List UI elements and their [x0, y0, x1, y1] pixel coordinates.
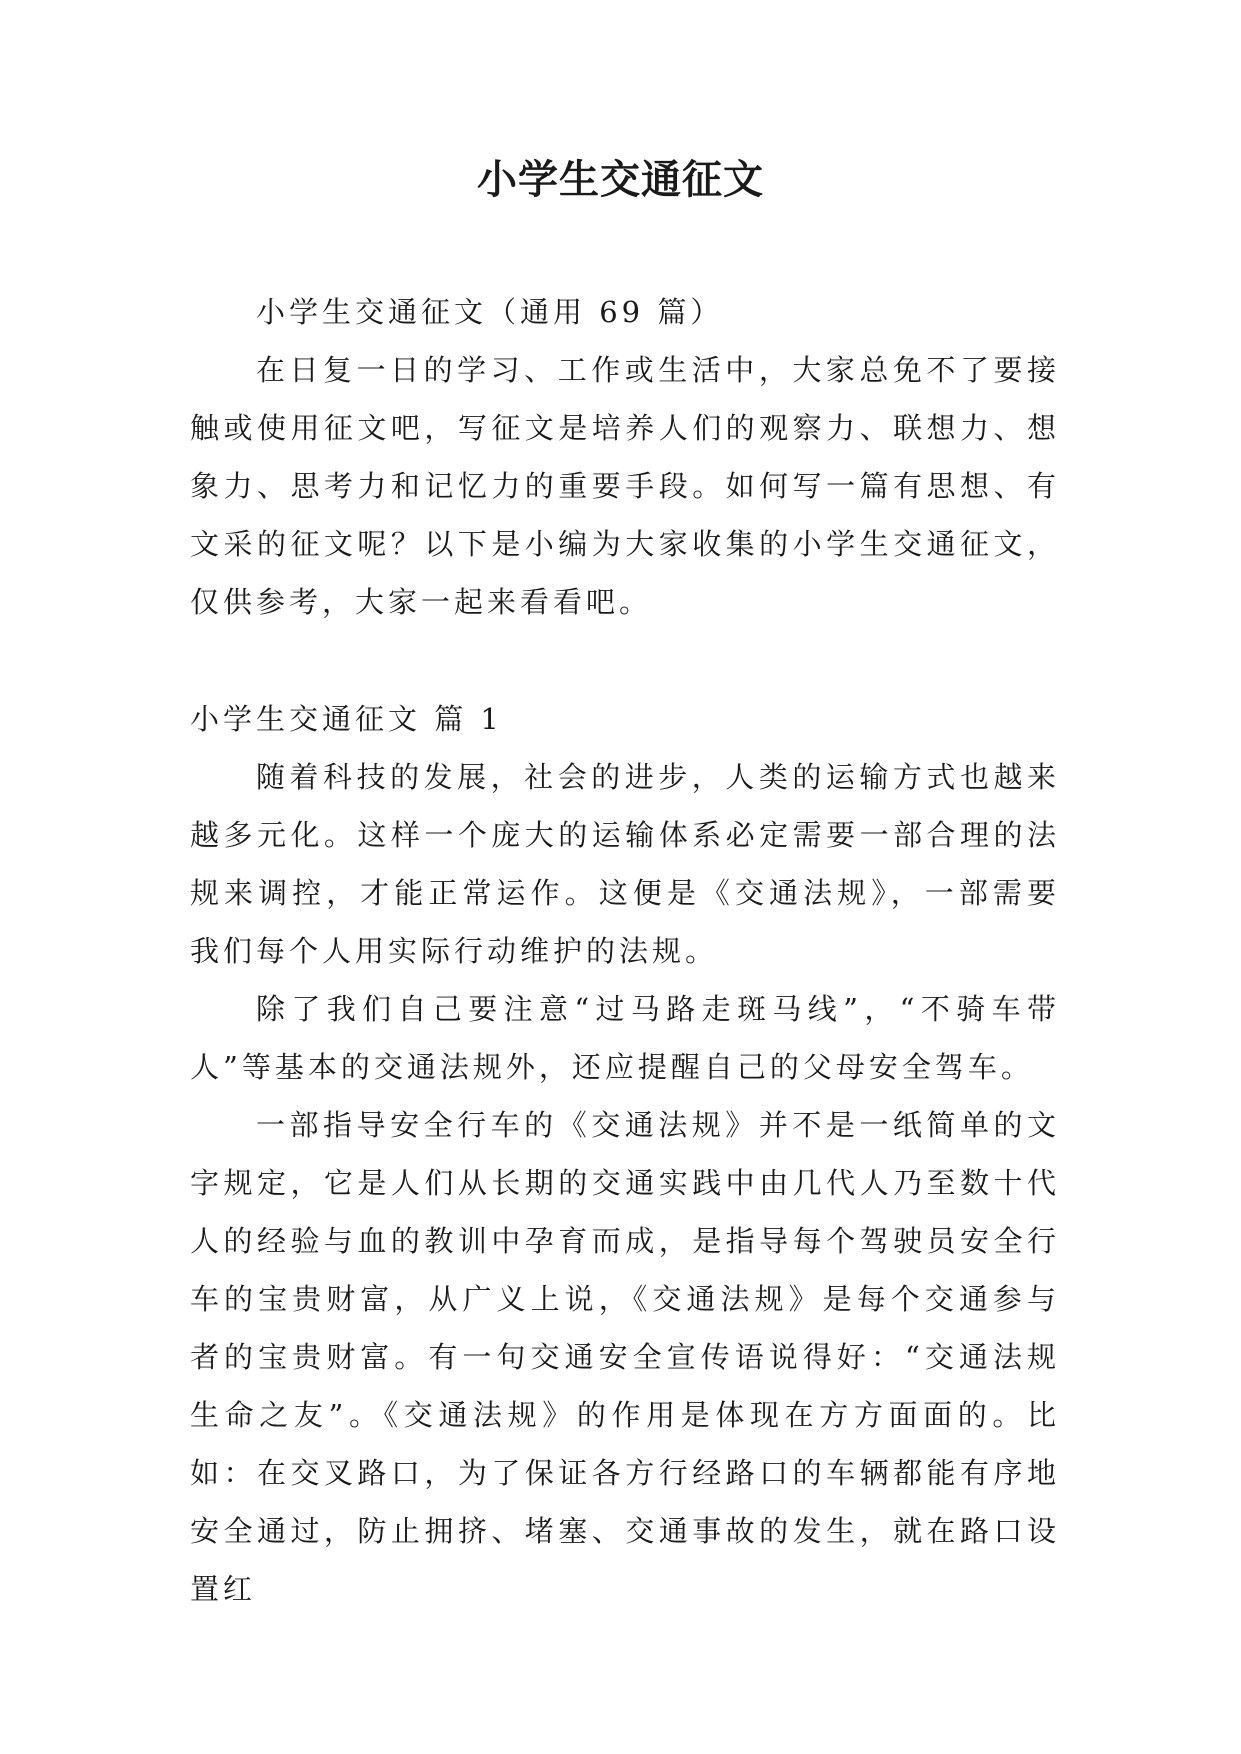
body-paragraph-3: 一部指导安全行车的《交通法规》并不是一纸简单的文字规定，它是人们从长期的交通实践中由几代人乃至数十代人的经验与血的教训中孕育而成，是指导每个驾驶员安全行车的宝贵财富，从广义上说，《交通法规》是每个交通参与者的宝贵财富。有一句交通安全宣传语说得好：“交通法规生命之友”。《交通法规》的作用是体现在方方面面的。比如：在交叉路口，为了保证各方行经路口的车辆都能有序地安全通过，防止拥挤、堵塞、交通事故的发生，就在路口设置红 — [190, 1108, 1060, 1606]
body-paragraph-2: 除了我们自己要注意“过马路走斑马线”，“不骑车带人”等基本的交通法规外，还应提醒自己的父母安全驾车。 — [190, 992, 1060, 1084]
section-heading: 小学生交通征文 篇 1 — [190, 702, 503, 736]
intro-paragraph: 在日复一日的学习、工作或生活中，大家总免不了要接触或使用征文吧，写征文是培养人们的观察力、联想力、想象力、思考力和记忆力的重要手段。如何写一篇有思想、有文采的征文呢？以下是小编为大家收集的小学生交通征文，仅供参考，大家一起来看看吧。 — [190, 353, 1060, 619]
document-subtitle: 小学生交通征文（通用 69 篇） — [256, 295, 724, 329]
document-title: 小学生交通征文 — [477, 156, 764, 203]
body-paragraph-1: 随着科技的发展，社会的进步，人类的运输方式也越来越多元化。这样一个庞大的运输体系必定需要一部合理的法规来调控，才能正常运作。这便是《交通法规》，一部需要我们每个人用实际行动维护的法规。 — [190, 760, 1060, 968]
